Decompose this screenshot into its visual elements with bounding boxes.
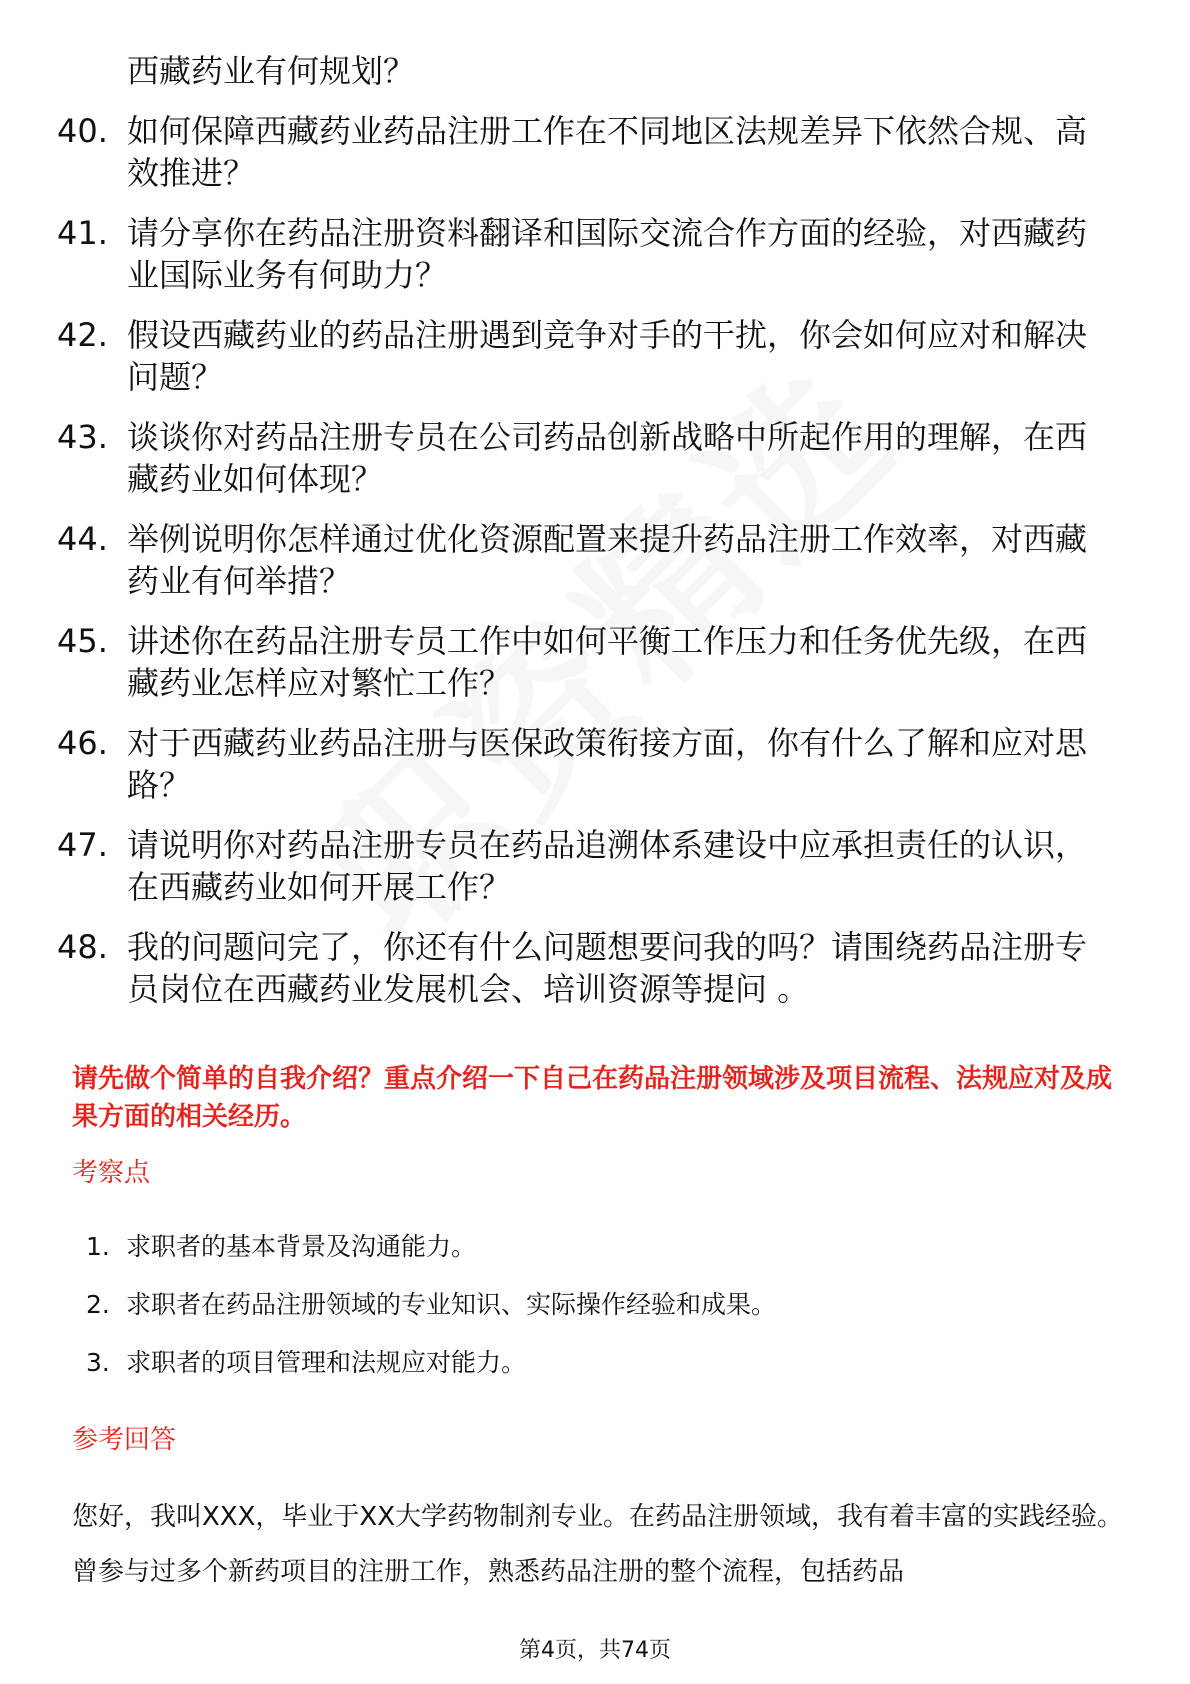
question-item <box>0 824 1190 908</box>
point-number: 1. <box>86 1232 110 1261</box>
question-item <box>0 314 1190 398</box>
assessment-points <box>0 1230 1190 1404</box>
question-number: 41. <box>57 214 108 252</box>
question-item <box>0 416 1190 500</box>
point-number: 3. <box>86 1348 110 1377</box>
reference-answer-text: 您好，我叫XXX，毕业于XX大学药物制剂专业。在药品注册领域，我有着丰富的实践经验。曾参与过多个新药项目的注册工作，熟悉药品注册的整个流程，包括药品 <box>72 1502 1124 1587</box>
question-text: 请说明你对药品注册专员在药品追溯体系建设中应承担责任的认识，在西藏药业如何开展工作？ <box>127 826 1088 906</box>
question-number: 40. <box>57 112 108 150</box>
question-number: 45. <box>57 622 108 660</box>
question-item <box>0 926 1190 1010</box>
page-footer: 第4页，共74页 <box>519 1638 671 1663</box>
question-number: 47. <box>57 826 108 864</box>
question-item <box>0 110 1190 194</box>
question-text: 谈谈你对药品注册专员在公司药品创新战略中所起作用的理解，在西藏药业如何体现？ <box>127 418 1088 498</box>
assessment-point <box>0 1230 1190 1264</box>
question-text: 假设西藏药业的药品注册遇到竞争对手的干扰，你会如何应对和解决问题？ <box>127 316 1088 396</box>
question-continuation <box>0 50 1190 92</box>
point-text: 求职者的项目管理和法规应对能力。 <box>126 1348 527 1377</box>
question-item <box>0 620 1190 704</box>
reference-answer-title: 参考回答 <box>72 1425 177 1455</box>
question-number: 43. <box>57 418 108 456</box>
question-list <box>0 50 1190 1028</box>
question-item <box>0 722 1190 806</box>
question-text: 举例说明你怎样通过优化资源配置来提升药品注册工作效率，对西藏药业有何举措？ <box>127 520 1088 600</box>
point-text: 求职者的基本背景及沟通能力。 <box>126 1232 477 1261</box>
assessment-point <box>0 1288 1190 1322</box>
question-continuation-text: 西藏药业有何规划？ <box>127 52 416 90</box>
question-number: 46. <box>57 724 108 762</box>
question-item <box>0 518 1190 602</box>
question-item <box>0 212 1190 296</box>
question-number: 42. <box>57 316 108 354</box>
assessment-title: 考察点 <box>72 1158 151 1188</box>
question-text: 对于西藏药业药品注册与医保政策衔接方面，你有什么了解和应对思路？ <box>127 724 1088 804</box>
point-number: 2. <box>86 1290 110 1319</box>
question-number: 44. <box>57 520 108 558</box>
question-text: 讲述你在药品注册专员工作中如何平衡工作压力和任务优先级，在西藏药业怎样应对繁忙工作？ <box>127 622 1088 702</box>
assessment-point <box>0 1346 1190 1380</box>
question-text: 如何保障西藏药业药品注册工作在不同地区法规差异下依然合规、高效推进？ <box>127 112 1088 192</box>
point-text: 求职者在药品注册领域的专业知识、实际操作经验和成果。 <box>126 1290 777 1319</box>
question-number: 48. <box>57 928 108 966</box>
question-text: 我的问题问完了，你还有什么问题想要问我的吗？请围绕药品注册专员岗位在西藏药业发展机会、培训资源等提问 。 <box>127 928 1088 1008</box>
question-text: 请分享你在药品注册资料翻译和国际交流合作方面的经验，对西藏药业国际业务有何助力？ <box>127 214 1088 294</box>
featured-question: 请先做个简单的自我介绍？重点介绍一下自己在药品注册领域涉及项目流程、法规应对及成果方面的相关经历。 <box>72 1064 1113 1132</box>
